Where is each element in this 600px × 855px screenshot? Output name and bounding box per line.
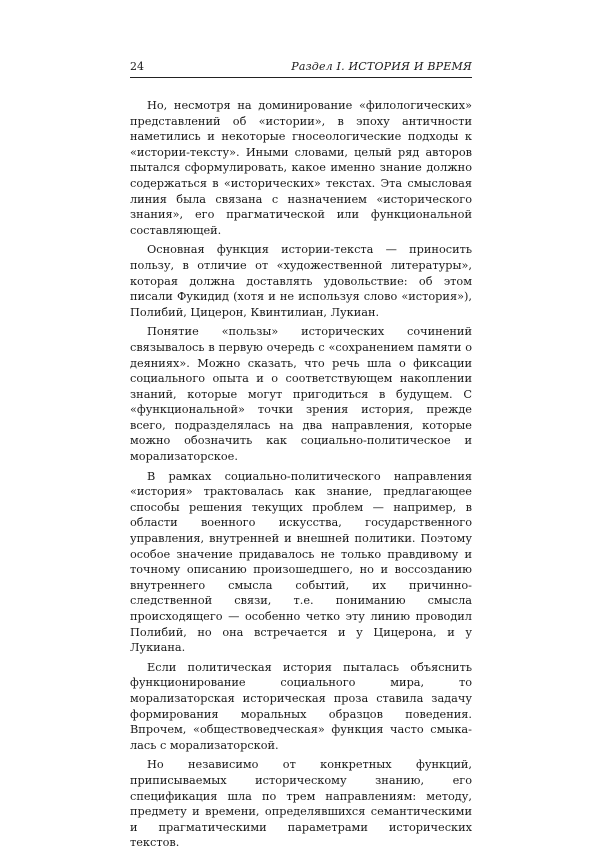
body-text: [130, 98, 472, 855]
paragraph-4: В рамках социально-политического направления «история» трактовалась как знание, предлагающее способы решения текущих проблем — например, в области военного искусства, государственного управления, внутренней и внешней политики. Поэтому особое значение придавалось не только правдивому и точному описанию произошедшего, но и воссозданию внутреннего смысла событий, их причинно-следственной связи, т.е. пониманию смысла происходящего — особенно четко эту линию проводил Полибий, но она встречается и у Цицерона, и у Лукиана.: [130, 469, 472, 655]
page-header: [130, 60, 472, 78]
running-title: Раздел I. ИСТОРИЯ И ВРЕМЯ: [291, 60, 472, 73]
header-rule: [130, 77, 472, 78]
page-number: 24: [130, 60, 144, 73]
paragraph-6: Но независимо от конкретных функций, приписываемых историческому знанию, его спецификация шла по трем направлениям: методу, предмету и времени, определявшихся семантическими и прагматическими параметрами исторических текстов.: [130, 758, 472, 850]
paragraph-3: Понятие «пользы» исторических сочинений связывалось в первую очередь с «сохранением памяти о деяниях». Можно сказать, что речь шла о фиксации социального опыта и о соответствующем накоплении знаний, которые могут пригодиться в будущем. С «функциональной» точки зрения история, прежде всего, подразделялась на два направления, которые можно обозначить как социально-политическое и морализаторское.: [130, 325, 472, 464]
paragraph-5: Если политическая история пыталась объяснить функционирование социального мира, то морализаторская историческая проза ставила задачу формирования моральных образцов поведения. Впрочем, «обществоведческая» функция часто смыкалась с морализаторской.: [130, 660, 472, 752]
paragraph-1: Но, несмотря на доминирование «филологических» представлений об «истории», в эпоху античности наметились и некоторые гносеологические подходы к «истории-тексту». Иными словами, целый ряд авторов пытался сформулировать, какое именно знание должно содержаться в «исторических» текстах. Эта смысловая линия была связана с назначением «исторического знания», его прагматической или функциональной составляющей.: [130, 99, 472, 237]
paragraph-2: Основная функция истории-текста — приносить пользу, в отличие от «художественной литературы», которая должна доставлять удовольствие: об этом писали Фукидид (хотя и не используя слово «история»), Полибий, Цицерон, Квинтилиан, Лукиан.: [130, 243, 472, 319]
